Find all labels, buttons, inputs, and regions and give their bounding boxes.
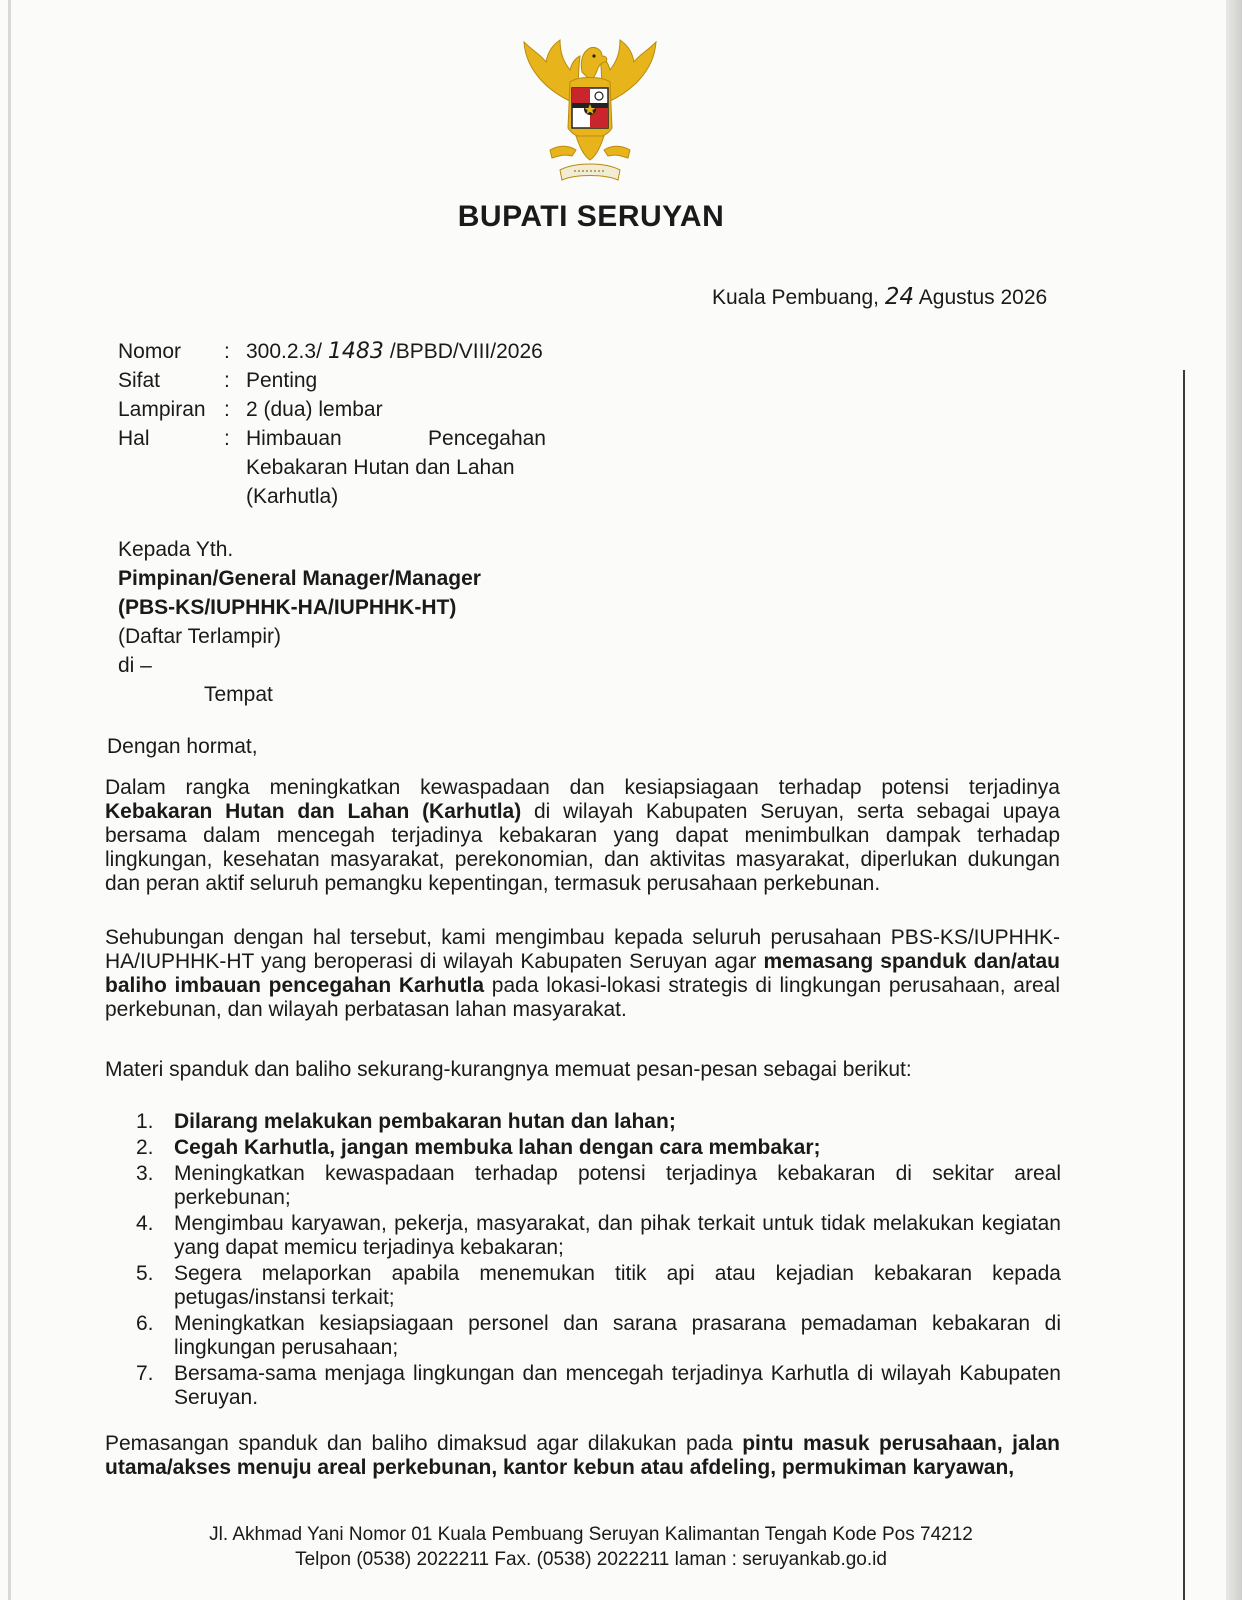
list-item bbox=[136, 1362, 1061, 1410]
meta-colon: : bbox=[224, 369, 230, 392]
list-number: 4. bbox=[136, 1212, 154, 1235]
page-edge-shadow bbox=[1183, 370, 1185, 1600]
letter-meta bbox=[118, 337, 546, 511]
meta-label: Lampiran bbox=[118, 398, 206, 421]
nomor-prefix: 300.2.3/ bbox=[246, 340, 322, 363]
meta-value-nomor bbox=[246, 337, 546, 366]
meta-colon: : bbox=[224, 427, 230, 450]
list-item bbox=[136, 1110, 1061, 1134]
addressee-line-3: (Daftar Terlampir) bbox=[118, 625, 281, 648]
list-text: Meningkatkan kesiapsiagaan personel dan sarana prasarana pemadaman kebakaran di lingkungan perusahaan; bbox=[174, 1312, 1061, 1359]
paragraph-4 bbox=[105, 1432, 1060, 1480]
meta-value-lampiran: 2 (dua) lembar bbox=[246, 398, 383, 421]
para1-bold: Kebakaran Hutan dan Lahan (Karhutla) bbox=[105, 800, 522, 823]
date-day-handwritten: 24 bbox=[884, 284, 915, 310]
list-number: 7. bbox=[136, 1362, 154, 1385]
addressee-line-5: Tempat bbox=[204, 683, 273, 706]
addressee-block bbox=[118, 535, 481, 709]
meta-colon: : bbox=[224, 398, 230, 421]
para2-bold: memasang spanduk dan/atau baliho imbauan pencegahan Karhutla bbox=[105, 950, 1060, 997]
para2-text-a: Sehubungan dengan hal tersebut, kami mengimbau kepada seluruh perusahaan PBS-KS/IUPHHK-HA/IUPHHK-HT yang beroperasi di wilayah Kabupaten Seruyan agar bbox=[105, 926, 1060, 973]
addressee-line-4: di – bbox=[118, 654, 152, 677]
addressee-line-2: (PBS-KS/IUPHHK-HA/IUPHHK-HT) bbox=[118, 596, 457, 619]
footer-address: Jl. Akhmad Yani Nomor 01 Kuala Pembuang Seruyan Kalimantan Tengah Kode Pos 74212 bbox=[209, 1524, 973, 1545]
list-item bbox=[136, 1262, 1061, 1310]
letter-date bbox=[712, 284, 1047, 310]
para2-text-c: pada lokasi-lokasi strategis di lingkungan perusahaan, areal perkebunan, dan wilayah perbatasan lahan masyarakat. bbox=[105, 974, 1060, 1021]
hal-word-b: Pencegahan bbox=[428, 427, 546, 450]
nomor-suffix: /BPBD/VIII/2026 bbox=[389, 340, 543, 363]
hal-line-3: (Karhutla) bbox=[246, 485, 339, 508]
list-item bbox=[136, 1312, 1061, 1360]
addressee-line-1: Pimpinan/General Manager/Manager bbox=[118, 567, 481, 590]
meta-colon: : bbox=[224, 340, 230, 363]
list-number: 3. bbox=[136, 1162, 154, 1185]
para1-text-a: Dalam rangka meningkatkan kewaspadaan dan kesiapsiagaan terhadap potensi terjadinya bbox=[105, 776, 1060, 799]
list-number: 5. bbox=[136, 1262, 154, 1285]
meta-label: Hal bbox=[118, 427, 150, 450]
list-item bbox=[136, 1162, 1061, 1210]
meta-label: Sifat bbox=[118, 369, 161, 392]
letter-footer bbox=[0, 1522, 1182, 1572]
date-place: Kuala Pembuang, bbox=[712, 286, 879, 309]
page-edge-right bbox=[1226, 0, 1242, 1600]
hal-line-1 bbox=[246, 424, 546, 453]
meta-value-sifat: Penting bbox=[246, 369, 318, 392]
garuda-emblem-icon bbox=[520, 32, 660, 190]
greeting: Dengan hormat, bbox=[107, 735, 258, 758]
list-item bbox=[136, 1136, 1061, 1160]
meta-row-sifat bbox=[118, 366, 546, 395]
meta-label: Nomor bbox=[118, 340, 182, 363]
list-text: Mengimbau karyawan, pekerja, masyarakat, dan pihak terkait untuk tidak melakukan kegiatan yang dapat memicu terjadinya kebakaran; bbox=[174, 1212, 1061, 1259]
list-number: 1. bbox=[136, 1110, 154, 1133]
paragraph-2 bbox=[105, 926, 1060, 1022]
para4-bold: pintu masuk perusahaan, jalan utama/akses menuju areal perkebunan, kantor kebun atau afdeling, permukiman karyawan, bbox=[105, 1432, 1060, 1479]
list-number: 2. bbox=[136, 1136, 154, 1159]
paragraph-1 bbox=[105, 776, 1060, 896]
list-text: Cegah Karhutla, jangan membuka lahan dengan cara membakar; bbox=[174, 1136, 821, 1159]
list-item bbox=[136, 1212, 1061, 1260]
addressee-to: Kepada Yth. bbox=[118, 538, 234, 561]
letterhead-title: BUPATI SERUYAN bbox=[457, 200, 725, 233]
hal-line-2: Kebakaran Hutan dan Lahan bbox=[246, 456, 515, 479]
page-edge-left bbox=[8, 0, 11, 1600]
nomor-handwritten: 1483 bbox=[327, 339, 384, 364]
meta-row-nomor bbox=[118, 337, 546, 366]
list-text: Bersama-sama menjaga lingkungan dan mencegah terjadinya Karhutla di wilayah Kabupaten Seruyan. bbox=[174, 1362, 1061, 1409]
list-text: Meningkatkan kewaspadaan terhadap potensi terjadinya kebakaran di sekitar areal perkebunan; bbox=[174, 1162, 1061, 1209]
list-text: Segera melaporkan apabila menemukan titik api atau kejadian kebakaran kepada petugas/instansi terkait; bbox=[174, 1262, 1061, 1309]
meta-row-lampiran bbox=[118, 395, 546, 424]
para1-text-c: di wilayah Kabupaten Seruyan, serta sebagai upaya bersama dalam mencegah terjadinya kebakaran yang dapat menimbulkan dampak terhadap lingkungan, kesehatan masyarakat, perekonomian, dan aktivitas masyarakat, diperlukan dukungan dan peran aktif seluruh pemangku kepentingan, termasuk perusahaan perkebunan. bbox=[105, 800, 1060, 895]
meta-row-hal bbox=[118, 424, 546, 511]
list-number: 6. bbox=[136, 1312, 154, 1335]
hal-word-a: Himbauan bbox=[246, 427, 342, 450]
list-text: Dilarang melakukan pembakaran hutan dan lahan; bbox=[174, 1110, 676, 1133]
meta-value-hal bbox=[246, 424, 546, 511]
footer-contact: Telpon (0538) 2022211 Fax. (0538) 2022211 laman : seruyankab.go.id bbox=[295, 1549, 887, 1570]
message-list bbox=[136, 1110, 1061, 1412]
para4-text-a: Pemasangan spanduk dan baliho dimaksud agar dilakukan pada bbox=[105, 1432, 743, 1455]
paragraph-3: Materi spanduk dan baliho sekurang-kurangnya memuat pesan-pesan sebagai berikut: bbox=[105, 1058, 912, 1081]
date-month-year: Agustus 2026 bbox=[918, 286, 1048, 309]
